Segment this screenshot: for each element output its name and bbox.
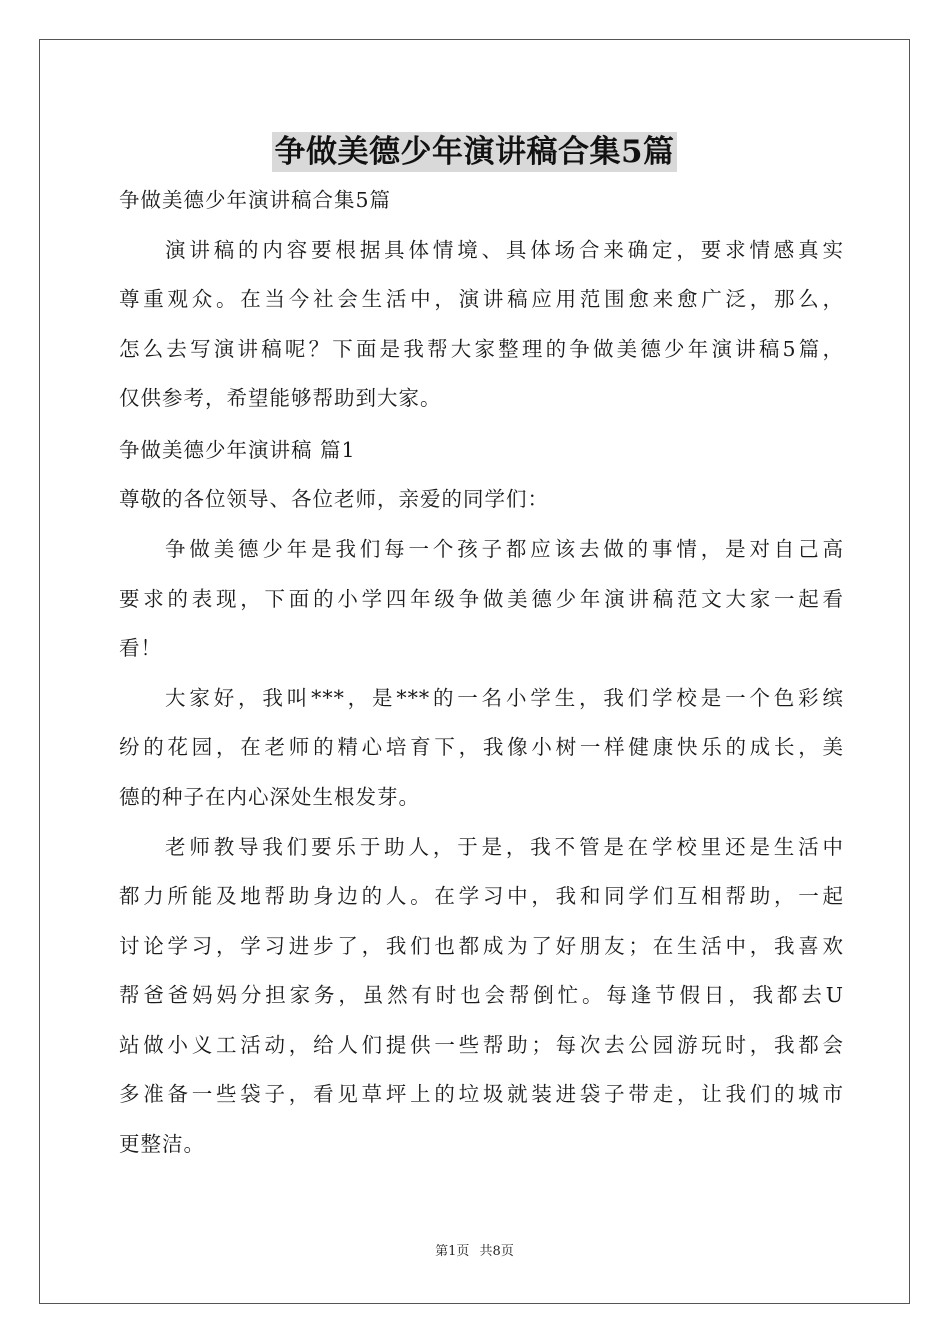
document-title: 争做美德少年演讲稿合集5篇: [274, 134, 675, 170]
paragraph-line: 演讲稿的内容要根据具体情境、具体场合来确定，要求情感真实: [165, 238, 844, 262]
paragraph-line: 老师教导我们要乐于助人，于是，我不管是在学校里还是生活中: [165, 835, 844, 859]
paragraph-line: 站做小义工活动，给人们提供一些帮助；每次去公园游玩时，我都会: [119, 1033, 844, 1057]
paragraph-line: 要求的表现，下面的小学四年级争做美德少年演讲稿范文大家一起看: [119, 587, 844, 611]
paragraph-line: 怎么去写演讲稿呢？下面是我帮大家整理的争做美德少年演讲稿5篇，: [119, 337, 844, 361]
document-page: [39, 39, 910, 1304]
title-container: [40, 132, 909, 172]
paragraph-line: 多准备一些袋子，看见草坪上的垃圾就装进袋子带走，让我们的城市: [119, 1082, 844, 1106]
paragraph-line: 仅供参考，希望能够帮助到大家。: [119, 386, 442, 410]
section-heading: 争做美德少年演讲稿 篇1: [119, 438, 356, 462]
paragraph-line: 帮爸爸妈妈分担家务，虽然有时也会帮倒忙。每逢节假日，我都去U: [119, 983, 844, 1007]
paragraph-line: 都力所能及地帮助身边的人。在学习中，我和同学们互相帮助，一起: [119, 884, 844, 908]
paragraph-line: 讨论学习，学习进步了，我们也都成为了好朋友；在生活中，我喜欢: [119, 934, 844, 958]
paragraph-line: 大家好，我叫***，是***的一名小学生，我们学校是一个色彩缤: [165, 686, 844, 710]
paragraph-line: 纷的花园，在老师的精心培育下，我像小树一样健康快乐的成长，美: [119, 735, 844, 759]
paragraph-line: 更整洁。: [119, 1132, 205, 1156]
page-footer: 第1页 共8页: [435, 1244, 514, 1259]
paragraph-line: 尊重观众。在当今社会生活中，演讲稿应用范围愈来愈广泛，那么，: [119, 287, 844, 311]
paragraph-line: 看！: [119, 636, 162, 660]
paragraph-line: 德的种子在内心深处生根发芽。: [119, 785, 420, 809]
paragraph-line: 争做美德少年是我们每一个孩子都应该去做的事情，是对自己高: [165, 537, 844, 561]
subtitle-line: 争做美德少年演讲稿合集5篇: [119, 188, 392, 212]
salutation-line: 尊敬的各位领导、各位老师，亲爱的同学们：: [119, 487, 549, 511]
